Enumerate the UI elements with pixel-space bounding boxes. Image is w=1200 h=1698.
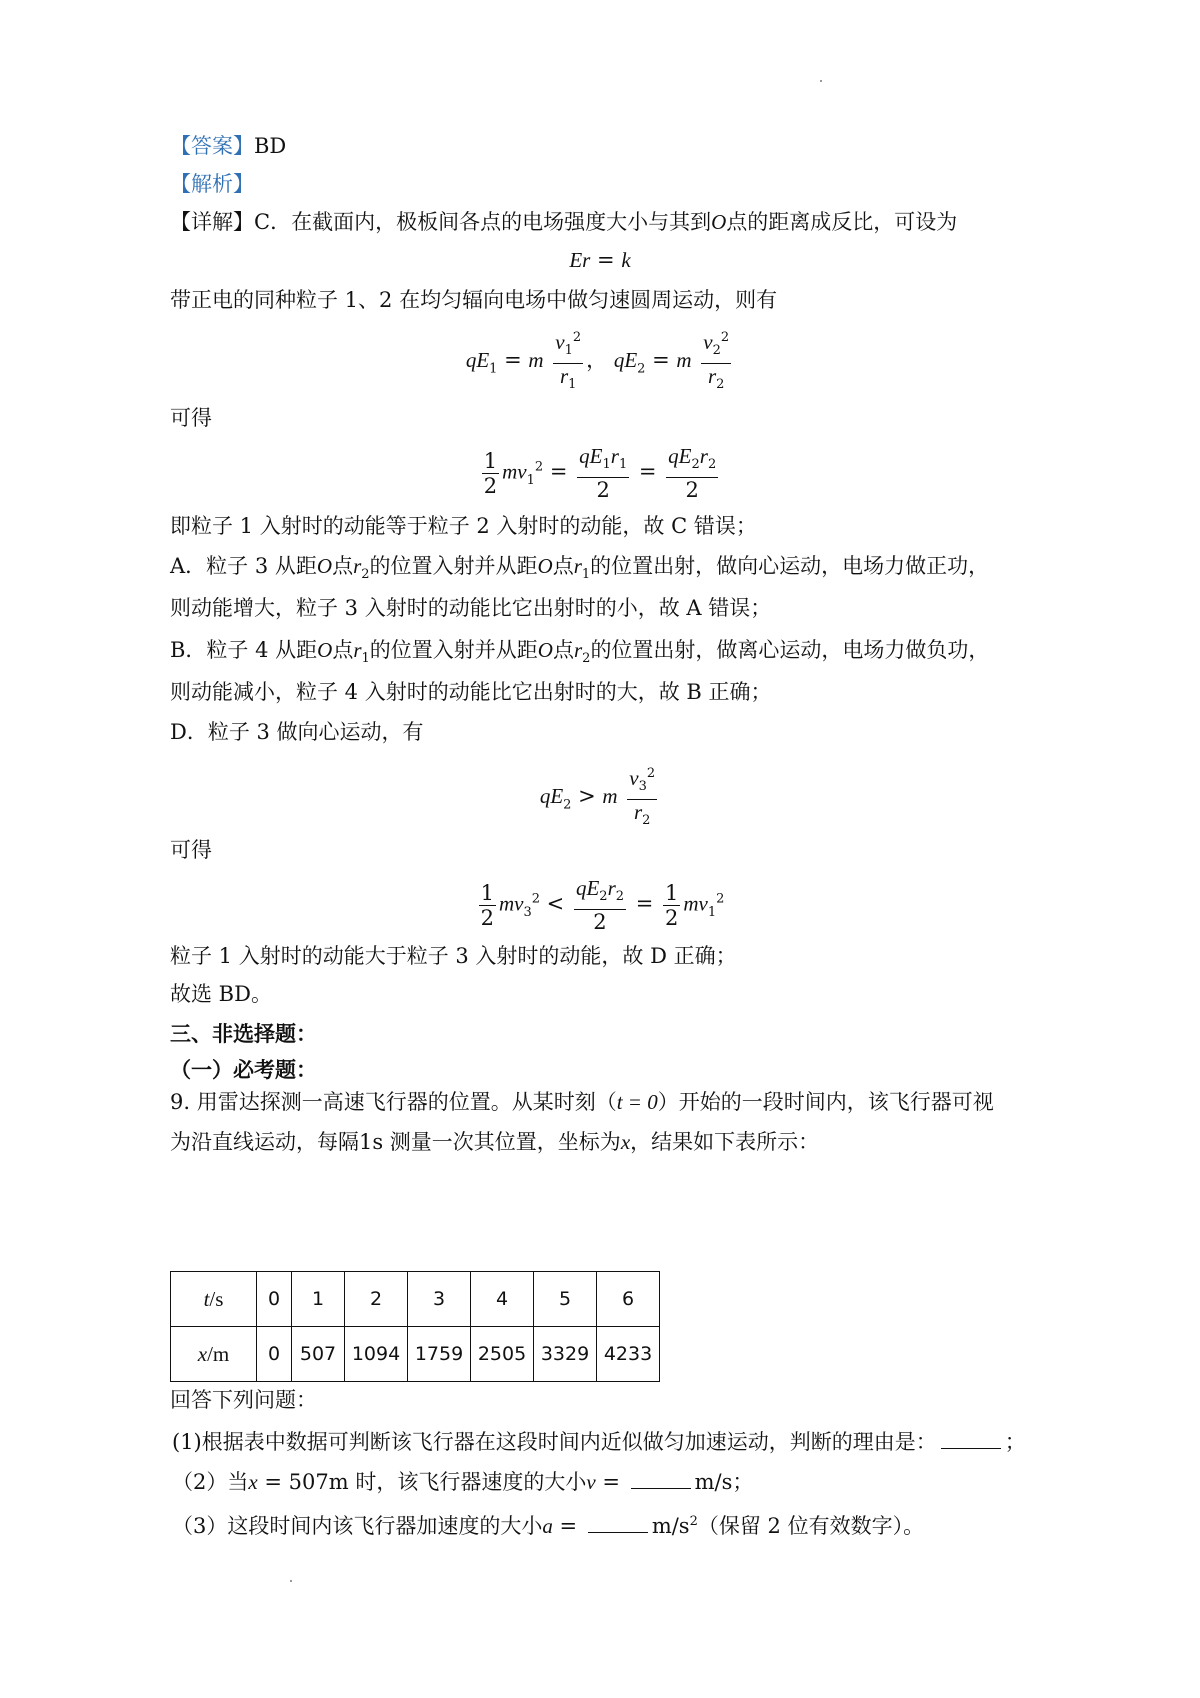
table-cell: 1 xyxy=(292,1272,345,1327)
equation-er-k: Er = k xyxy=(569,248,631,272)
table-row-t xyxy=(171,1272,660,1327)
paragraph-b-line1: B．粒子 4 从距O点$r_1$的位置入射并从距O点$r_2$的位置出射，做离心运动，电场力做负功， xyxy=(170,638,990,667)
table-cell: 3329 xyxy=(534,1327,597,1382)
corner-mark xyxy=(820,80,822,82)
question-9-line1: 9. 用雷达探测一高速飞行器的位置。从某时刻（t = 0）开始的一段时间内，该飞行器可视 xyxy=(170,1090,994,1114)
kede-1: 可得 xyxy=(170,406,212,430)
paragraph-b-line2: 则动能减小，粒子 4 入射时的动能比它出射时的大，故 B 正确； xyxy=(170,680,772,704)
paragraph-a-line1: A．粒子 3 从距O点$r_2$的位置入射并从距O点$r_1$的位置出射，做向心运动，电场力做正功， xyxy=(170,554,990,583)
table-cell: 507 xyxy=(292,1327,345,1382)
table-cell: 5 xyxy=(534,1272,597,1327)
paragraph-c-wrong: 即粒子 1 入射时的动能等于粒子 2 入射时的动能，故 C 错误； xyxy=(170,514,757,538)
table-cell: 6 xyxy=(597,1272,660,1327)
equation-inequality-1: $qE_2 > m$ $\frac{v_3^2}{r_2}$ xyxy=(0,762,1200,833)
table-cell: 0 xyxy=(257,1327,292,1382)
answer-blank-3[interactable] xyxy=(588,1512,648,1533)
answer-value: BD xyxy=(254,134,287,158)
table-header-t: t/s xyxy=(171,1272,257,1327)
detail-tag: 【详解】 xyxy=(170,210,254,234)
paragraph-a-line2: 则动能增大，粒子 3 入射时的动能比它出射时的小，故 A 错误； xyxy=(170,596,772,620)
answer-prompt: 回答下列问题： xyxy=(170,1388,317,1412)
equation-kinetic-1: $\frac{1}{2}$ $mv_1^2$ = $\frac{qE_1r_1}{2}$ = $\frac{qE_2r_2}{2}$ xyxy=(483,444,717,503)
paragraph-circular-motion: 带正电的同种粒子 1、2 在均匀辐向电场中做匀速圆周运动，则有 xyxy=(170,288,778,312)
answer-blank-1[interactable] xyxy=(941,1428,1001,1449)
table-header-x: x/m xyxy=(171,1327,257,1382)
data-table xyxy=(170,1271,660,1382)
table-cell: 4 xyxy=(471,1272,534,1327)
answer-line xyxy=(170,132,286,160)
sub-question-2: （2）当x = 507m 时，该飞行器速度的大小v = m/s； xyxy=(172,1470,754,1494)
kede-2: 可得 xyxy=(170,838,212,862)
answer-tag: 【答案】 xyxy=(170,134,254,158)
paragraph-d: D．粒子 3 做向心运动，有 xyxy=(170,720,424,744)
detail-line: 【详解】C．在截面内，极板间各点的电场强度大小与其到O点的距离成反比，可设为 xyxy=(170,210,958,234)
table-cell: 2 xyxy=(345,1272,408,1327)
subsection-title: （一）必考题： xyxy=(170,1058,317,1082)
question-9-line2: 为沿直线运动，每隔1s 测量一次其位置，坐标为x，结果如下表所示： xyxy=(170,1130,820,1154)
sub-question-3: （3）这段时间内该飞行器加速度的大小$a = m/s^2$（保留 2 位有效数字）。 xyxy=(172,1514,925,1538)
table-cell: 3 xyxy=(408,1272,471,1327)
paragraph-choose: 故选 BD。 xyxy=(170,982,272,1006)
section-title: 三、非选择题： xyxy=(170,1022,317,1046)
answer-blank-2[interactable] xyxy=(631,1468,691,1489)
equation-inequality-2: $\frac{1}{2}$ $mv_3^2$ < $\frac{qE_2r_2}{2}$ = $\frac{1}{2}$ $mv_1^2$ xyxy=(480,876,725,935)
table-cell: 4233 xyxy=(597,1327,660,1382)
paragraph-d-correct: 粒子 1 入射时的动能大于粒子 3 入射时的动能，故 D 正确； xyxy=(170,944,737,968)
sub-question-1: (1)根据表中数据可判断该飞行器在这段时间内近似做匀加速运动，判断的理由是： ； xyxy=(172,1430,1026,1454)
table-cell: 1759 xyxy=(408,1327,471,1382)
equation-centripetal: $qE_1 = m$ $\frac{v_1^2}{r_1}$ ， $qE_2 = m$ $\frac{v_2^2}{r_2}$ xyxy=(0,326,1200,397)
table-cell: 0 xyxy=(257,1272,292,1327)
footer-mark xyxy=(290,1580,292,1582)
table-cell: 2505 xyxy=(471,1327,534,1382)
table-cell: 1094 xyxy=(345,1327,408,1382)
table-row-x xyxy=(171,1327,660,1382)
analysis-tag: 【解析】 xyxy=(170,172,254,196)
